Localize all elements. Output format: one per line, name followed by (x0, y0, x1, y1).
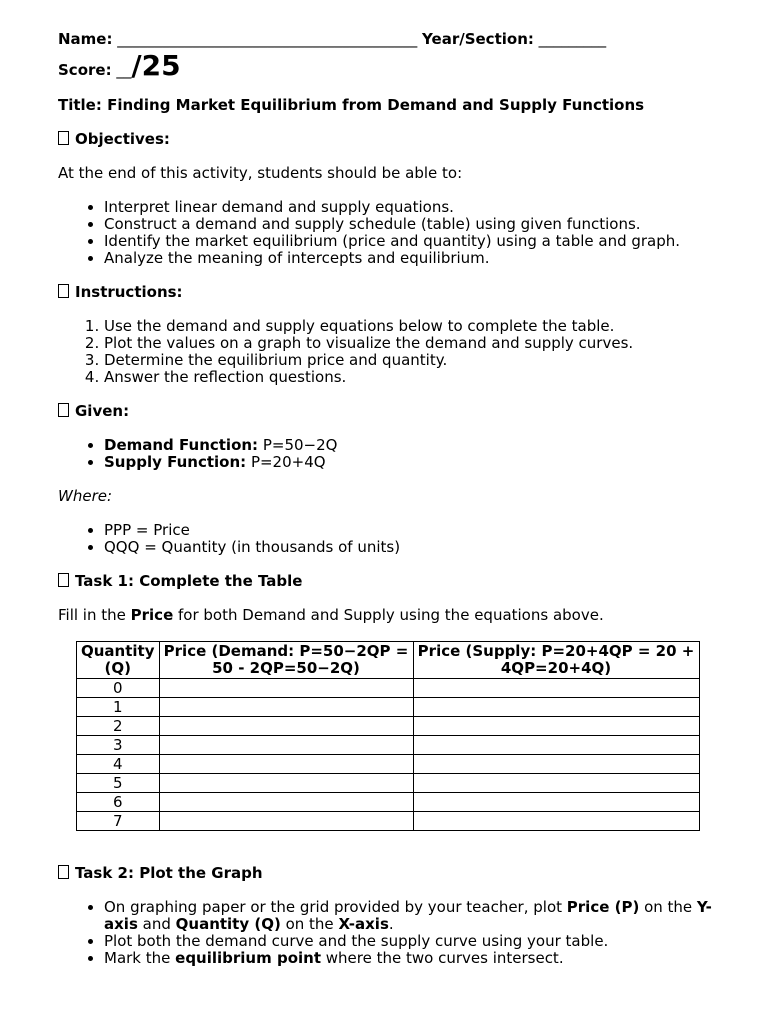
supply-price-cell[interactable] (413, 717, 699, 736)
quantity-cell: 4 (77, 755, 160, 774)
list-item: • Mark the equilibrium point where the two curves intersect. (104, 950, 738, 967)
demand-price-cell[interactable] (159, 679, 413, 698)
instructions-heading: Instructions: (58, 284, 738, 301)
list-item: • Construct a demand and supply schedule (table) using given functions. (104, 216, 738, 233)
col-header-supply-price: Price (Supply: P=20+4QP = 20 + 4QP=20+4Q) (413, 642, 699, 679)
name-blank: ________________________________________ (117, 30, 418, 48)
table-row (77, 679, 700, 698)
list-item: 1. Use the demand and supply equations below to complete the table. (104, 318, 738, 335)
task2-heading: Task 2: Plot the Graph (58, 865, 738, 882)
given-heading: Given: (58, 403, 738, 420)
demand-price-cell[interactable] (159, 755, 413, 774)
supply-price-cell[interactable] (413, 793, 699, 812)
objectives-intro: At the end of this activity, students should be able to: (58, 164, 463, 182)
table-row (77, 793, 700, 812)
demand-price-cell[interactable] (159, 812, 413, 831)
supply-function: • Supply Function: P=20+4Q (104, 454, 738, 471)
supply-price-cell[interactable] (413, 774, 699, 793)
quantity-cell: 7 (77, 812, 160, 831)
worksheet-title (58, 97, 738, 114)
table-header-row (77, 642, 700, 679)
quantity-cell: 5 (77, 774, 160, 793)
task1-intro: Fill in the Price for both Demand and Supply using the equations above. (58, 606, 604, 624)
quantity-cell: 2 (77, 717, 160, 736)
supply-price-cell[interactable] (413, 679, 699, 698)
list-item: 4. Answer the reflection questions. (104, 369, 738, 386)
list-item: • Analyze the meaning of intercepts and equilibrium. (104, 250, 738, 267)
demand-price-cell[interactable] (159, 736, 413, 755)
demand-function: • Demand Function: P=50−2Q (104, 437, 738, 454)
supply-price-cell[interactable] (413, 755, 699, 774)
missing-glyph-icon (58, 573, 69, 587)
col-header-demand-price: Price (Demand: P=50−2QP = 50 - 2QP=50−2Q) (159, 642, 413, 679)
where-list (58, 522, 738, 556)
table-row (77, 755, 700, 774)
list-item: • PPP = Price (104, 522, 738, 539)
title-text: Finding Market Equilibrium from Demand and Supply Functions (107, 96, 645, 114)
table-row (77, 717, 700, 736)
supply-price-cell[interactable] (413, 736, 699, 755)
quantity-cell: 1 (77, 698, 160, 717)
objectives-heading: Objectives: (58, 131, 738, 148)
table-row (77, 812, 700, 831)
list-item: • Identify the market equilibrium (price and quantity) using a table and graph. (104, 233, 738, 250)
col-header-quantity: Quantity (Q) (77, 642, 160, 679)
score-line (58, 49, 738, 83)
score-blank: __ (116, 61, 132, 79)
task1-heading: Task 1: Complete the Table (58, 573, 738, 590)
list-item: 3. Determine the equilibrium price and quantity. (104, 352, 738, 369)
list-item: 2. Plot the values on a graph to visualize the demand and supply curves. (104, 335, 738, 352)
missing-glyph-icon (58, 865, 69, 879)
missing-glyph-icon (58, 284, 69, 298)
objectives-list (58, 199, 738, 267)
quantity-cell: 6 (77, 793, 160, 812)
demand-price-cell[interactable] (159, 793, 413, 812)
demand-price-cell[interactable] (159, 774, 413, 793)
table-row (77, 736, 700, 755)
instructions-list (58, 318, 738, 386)
list-item: • Plot both the demand curve and the supply curve using your table. (104, 933, 738, 950)
price-table (76, 641, 700, 831)
year-section-blank: _________ (538, 30, 607, 48)
quantity-cell: 3 (77, 736, 160, 755)
given-list (58, 437, 738, 471)
quantity-cell: 0 (77, 679, 160, 698)
where-label: Where: (58, 487, 113, 505)
missing-glyph-icon (58, 403, 69, 417)
score-total: /25 (131, 49, 181, 82)
title-label: Title: (58, 96, 102, 114)
year-section-label: Year/Section: (422, 30, 534, 48)
list-item: • QQQ = Quantity (in thousands of units) (104, 539, 738, 556)
missing-glyph-icon (58, 131, 69, 145)
list-item: • On graphing paper or the grid provided by your teacher, plot Price (P) on the Y-axis and Quantity (Q) on the X-axis. (104, 899, 738, 933)
demand-price-cell[interactable] (159, 698, 413, 717)
supply-price-cell[interactable] (413, 812, 699, 831)
name-year-line (58, 31, 738, 51)
table-row (77, 698, 700, 717)
score-label: Score: (58, 61, 112, 79)
name-label: Name: (58, 30, 113, 48)
demand-price-cell[interactable] (159, 717, 413, 736)
task2-list (58, 899, 738, 967)
supply-price-cell[interactable] (413, 698, 699, 717)
list-item: • Interpret linear demand and supply equations. (104, 199, 738, 216)
table-row (77, 774, 700, 793)
worksheet-content (58, 31, 738, 967)
